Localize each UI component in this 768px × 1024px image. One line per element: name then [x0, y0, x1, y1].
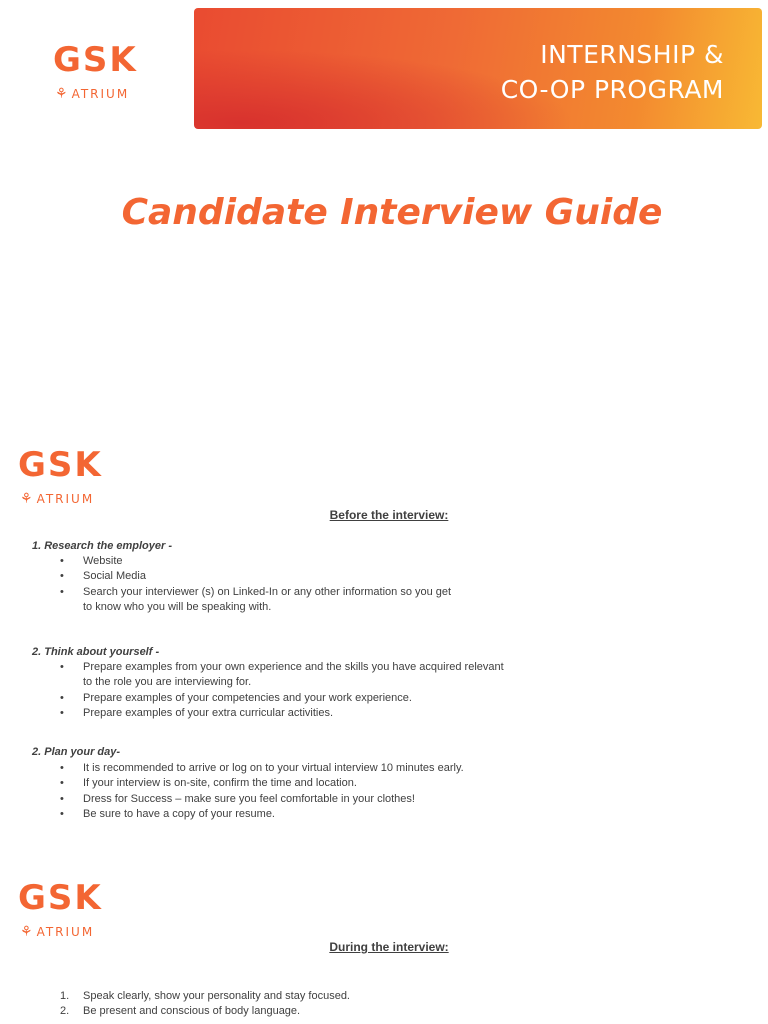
list-item: • Prepare examples of your competencies and your work experience.	[60, 691, 510, 706]
group-title-research: 1. Research the employer -	[32, 540, 173, 552]
list-item-number: 2.	[60, 1005, 70, 1018]
list-item: • Search your interviewer (s) on Linked-In or any other information so you get to know who you will be speaking with.	[60, 585, 460, 616]
logo-brand: GSK	[18, 445, 103, 485]
group-title-yourself: 2. Think about yourself -	[32, 646, 160, 658]
logo-sub-label: ATRIUM	[71, 87, 130, 101]
logo-brand: GSK	[18, 878, 103, 918]
gsk-atrium-logo	[18, 878, 148, 974]
list-item-text: Speak clearly, show your personality and stay focused.	[83, 990, 350, 1002]
group-title-plan-day: 2. Plan your day-	[32, 746, 121, 758]
list-item-number: 1.	[60, 990, 70, 1002]
leaf-icon: ⚘	[55, 86, 70, 102]
list-item: • Social Media	[60, 569, 460, 584]
logo-sub	[55, 86, 129, 102]
section-heading-before: Before the interview:	[329, 508, 449, 522]
list-item	[60, 1004, 560, 1019]
gsk-atrium-logo	[18, 445, 148, 541]
list-research	[60, 554, 460, 616]
banner-line-1: INTERNSHIP &	[540, 40, 724, 69]
list-item	[60, 989, 560, 1004]
list-item: • Be sure to have a copy of your resume.	[60, 807, 580, 822]
gsk-atrium-logo	[53, 40, 183, 136]
logo-sub	[20, 924, 94, 940]
leaf-icon: ⚘	[20, 924, 35, 940]
logo-sub-label: ATRIUM	[36, 492, 95, 506]
logo-sub	[20, 491, 94, 507]
list-item: • Prepare examples from your own experience and the skills you have acquired relevant to the role you are interviewing for.	[60, 660, 510, 691]
logo-sub-label: ATRIUM	[36, 925, 95, 939]
page-title: Candidate Interview Guide	[121, 192, 663, 233]
section-heading-during: During the interview:	[329, 940, 449, 954]
list-during	[60, 989, 560, 1020]
list-item: • Prepare examples of your extra curricular activities.	[60, 706, 510, 721]
list-item: • It is recommended to arrive or log on to your virtual interview 10 minutes early.	[60, 761, 580, 776]
list-item: • If your interview is on-site, confirm the time and location.	[60, 776, 580, 791]
list-yourself	[60, 660, 510, 722]
banner-line-2: CO-OP PROGRAM	[500, 75, 724, 104]
list-item: • Website	[60, 554, 460, 569]
leaf-icon: ⚘	[20, 491, 35, 507]
list-item-text: Be present and conscious of body language.	[83, 1005, 301, 1018]
program-banner	[194, 8, 762, 129]
logo-brand: GSK	[53, 40, 138, 80]
list-plan-day	[60, 761, 580, 823]
list-item: • Dress for Success – make sure you feel comfortable in your clothes!	[60, 792, 580, 807]
